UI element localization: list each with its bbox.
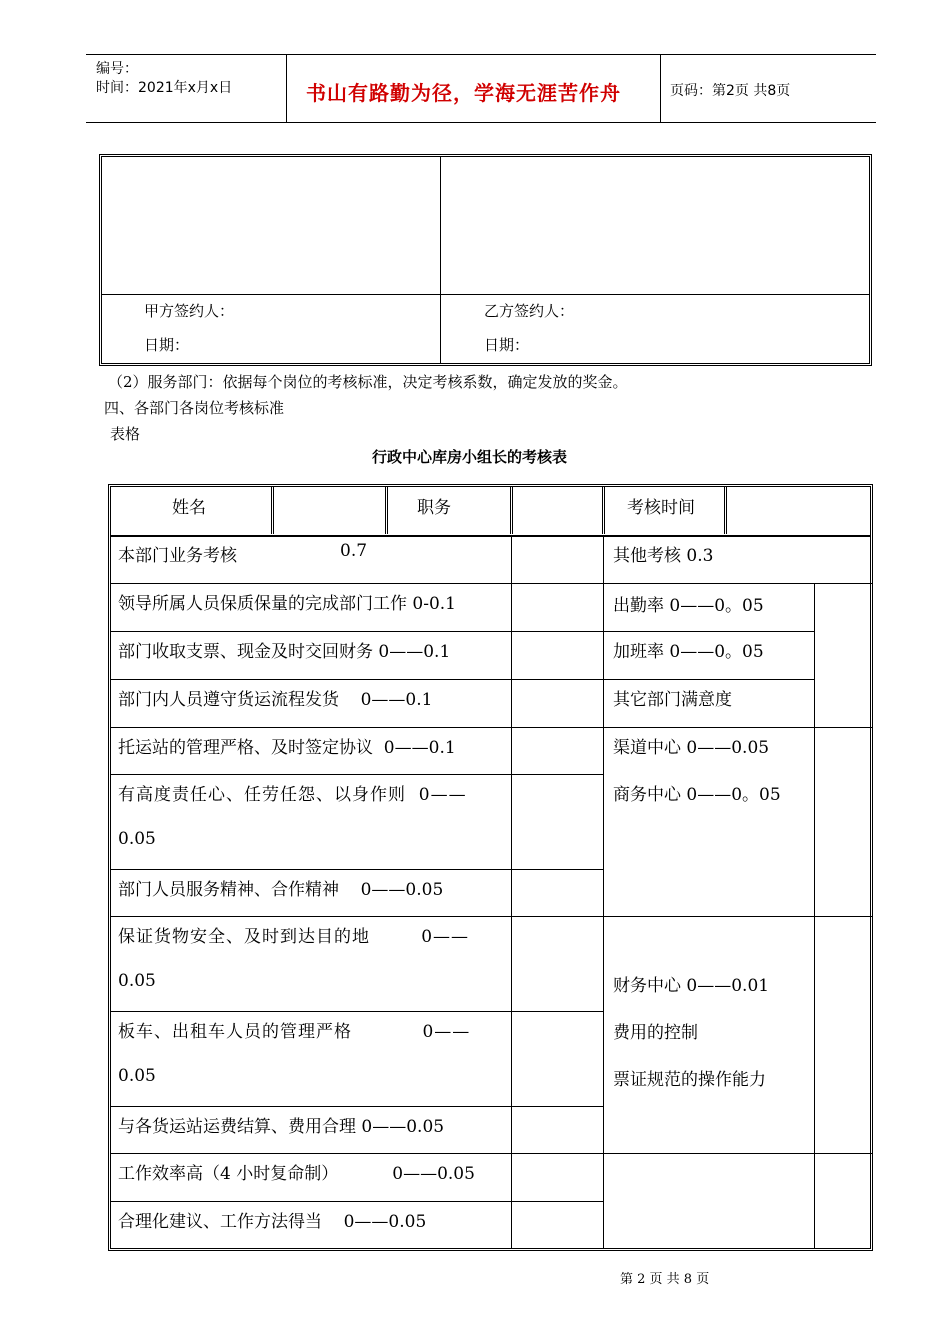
item-finance-center: 财务中心 0——0.01	[613, 976, 770, 996]
head-divider-4	[602, 487, 605, 534]
table-caption: 表格	[110, 425, 141, 443]
header-number: 编号：	[96, 61, 138, 77]
item-business-center: 商务中心 0——0。05	[613, 785, 781, 805]
row-rule-1	[110, 583, 873, 584]
row-rule-8	[110, 1011, 603, 1012]
item-cost-control: 费用的控制	[613, 1023, 698, 1043]
table-title: 行政中心库房小组长的考核表	[372, 448, 568, 466]
section-a-label: 本部门业务考核	[118, 546, 237, 566]
head-divider-5	[724, 487, 727, 534]
item-shipping-flow: 部门内人员遵守货运流程发货 0——0.1	[118, 690, 433, 710]
head-row-rule	[110, 535, 871, 537]
item-voucher-handling: 票证规范的操作能力	[613, 1070, 766, 1090]
score-column-right	[603, 536, 604, 1249]
item-vehicle-management-score: 0.05	[118, 1066, 156, 1086]
item-overtime: 加班率 0——0。05	[613, 642, 764, 662]
score-column-left	[511, 536, 512, 1249]
header-bottom-rule	[86, 122, 876, 123]
row-rule-6	[110, 869, 603, 870]
item-channel-center: 渠道中心 0——0.05	[613, 738, 770, 758]
item-complete-work: 领导所属人员保质保量的完成部门工作 0-0.1	[118, 594, 456, 614]
row-rule-11	[110, 1201, 603, 1202]
signature-rule	[102, 294, 869, 295]
item-cargo-safety-score: 0.05	[118, 971, 156, 991]
footer-page-number: 第 2 页 共 8 页	[620, 1272, 710, 1287]
row-rule-10	[110, 1153, 873, 1154]
paragraph-service-dept: （2）服务部门：依据每个岗位的考核标准，决定考核系数，确定发放的奖金。	[108, 373, 628, 391]
section-a-weight: 0.7	[340, 541, 368, 561]
head-name-label: 姓名	[172, 498, 206, 518]
right-rule-1	[603, 631, 814, 632]
item-service-spirit: 部门人员服务精神、合作精神 0——0.05	[118, 880, 444, 900]
item-suggestions: 合理化建议、工作方法得当 0——0.05	[118, 1212, 427, 1232]
row-rule-7	[110, 916, 873, 917]
item-dept-satisfaction: 其它部门满意度	[613, 690, 732, 710]
item-depot-management: 托运站的管理严格、及时签定协议 0——0.1	[118, 738, 456, 758]
right-rule-3	[603, 727, 873, 728]
head-position-label: 职务	[417, 498, 451, 518]
section-heading: 四、各部门各岗位考核标准	[104, 399, 285, 417]
header-divider-1	[286, 54, 287, 122]
item-cargo-safety: 保证货物安全、及时到达目的地 0——	[118, 927, 470, 947]
header-divider-2	[660, 54, 661, 122]
row-rule-2	[110, 631, 603, 632]
row-rule-9	[110, 1106, 603, 1107]
row-rule-3	[110, 679, 603, 680]
party-b-date: 日期：	[484, 336, 530, 354]
header-time: 时间：2021年x月x日	[96, 80, 233, 96]
party-a-date: 日期：	[144, 336, 190, 354]
item-responsibility: 有高度责任心、任劳任怨、以身作则 0——	[118, 785, 467, 805]
party-a-signer: 甲方签约人：	[144, 302, 235, 320]
signature-divider	[440, 156, 441, 364]
item-efficiency: 工作效率高（4 小时复命制） 0——0.05	[118, 1164, 475, 1184]
row-rule-4	[110, 727, 603, 728]
header-motto: 书山有路勤为径，学海无涯苦作舟	[306, 81, 621, 105]
item-attendance: 出勤率 0——0。05	[613, 596, 764, 616]
section-b-label: 其他考核 0.3	[613, 546, 714, 566]
party-b-signer: 乙方签约人：	[484, 302, 575, 320]
right-rule-2	[603, 679, 814, 680]
item-responsibility-score: 0.05	[118, 829, 156, 849]
head-divider-3	[510, 487, 513, 534]
head-divider-1	[271, 487, 274, 534]
head-divider-2	[385, 487, 388, 534]
header-page: 页码：第2页 共8页	[670, 83, 791, 99]
item-vehicle-management: 板车、出租车人员的管理严格 0——	[118, 1022, 471, 1042]
head-time-label: 考核时间	[627, 498, 695, 518]
item-return-cash: 部门收取支票、现金及时交回财务 0——0.1	[118, 642, 451, 662]
row-rule-5	[110, 774, 603, 775]
header-top-rule	[86, 54, 876, 55]
item-freight-settlement: 与各货运站运费结算、费用合理 0——0.05	[118, 1117, 445, 1137]
